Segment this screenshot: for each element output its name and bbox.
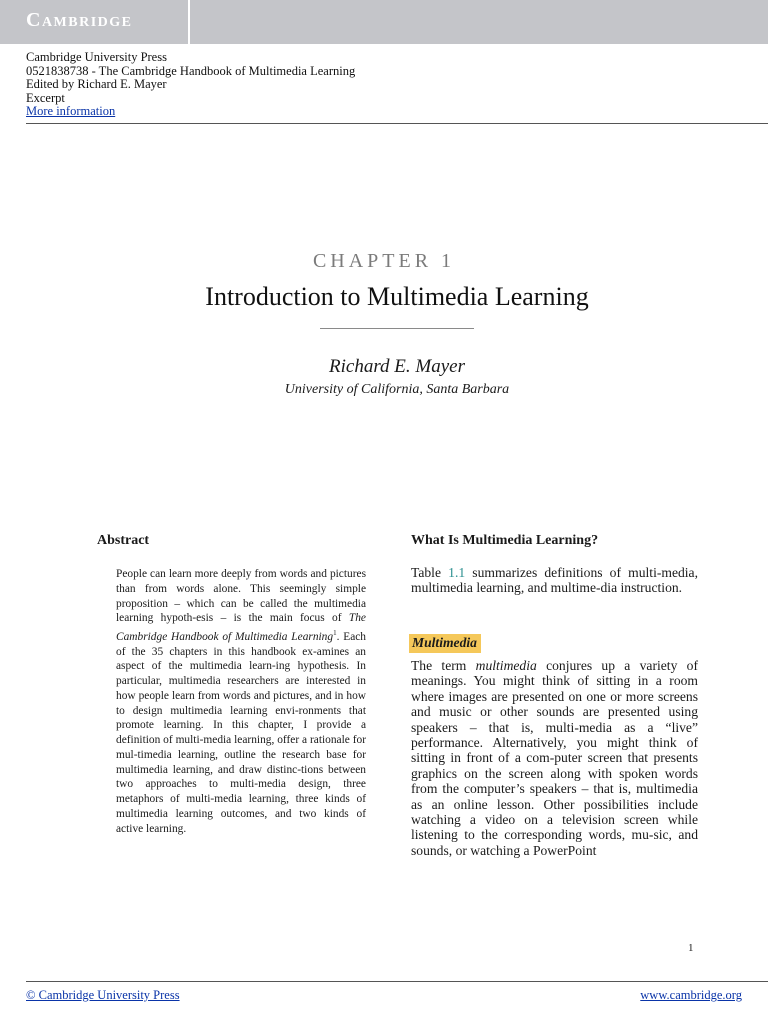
header-bar	[0, 0, 768, 44]
intro-part-2: summarizes definitions of multi-media, multimedia learning, and multime-dia instruction.	[411, 565, 698, 596]
excerpt-label: Excerpt	[26, 90, 65, 105]
publisher: Cambridge University Press	[26, 50, 167, 64]
table-reference-link[interactable]: 1.1	[448, 565, 466, 580]
body-part-1: The term	[411, 658, 476, 673]
abstract-text	[116, 567, 366, 836]
isbn-title: 0521838738 - The Cambridge Handbook of Multimedia Learning	[26, 63, 356, 78]
brand-label: Cambridge	[26, 9, 133, 31]
section-intro	[411, 565, 698, 596]
author-name: Richard E. Mayer	[329, 356, 465, 377]
more-information-link[interactable]: More information	[26, 104, 116, 119]
footnote-marker[interactable]: 1	[333, 629, 337, 637]
section-heading: What Is Multimedia Learning?	[411, 533, 599, 548]
copyright-link[interactable]: © Cambridge University Press	[26, 988, 180, 1002]
header-divider	[26, 123, 768, 124]
body-part-2: conjures up a variety of meanings. You might think of sitting in a room where images are presented on one or more screens and music or other sounds are presented using speakers – that is, multi-media as a “live” performance. Alternatively, you might think of sitting in front of a com-puter screen that presents graphics on the screen along with spoken words from the computer’s speakers – that is, multimedia as an online lesson. Other possibilities include watching a video on a television screen while listening to the corresponding words, mu-sic, and sounds, or watching a PowerPoint	[411, 658, 698, 858]
website-link[interactable]: www.cambridge.org	[640, 988, 742, 1002]
handbook-title: The Cambridge Handbook of Multimedia Learning	[116, 612, 366, 643]
intro-part-1: Table	[411, 565, 449, 580]
page-number: 1	[688, 942, 694, 954]
body-term: multimedia	[475, 658, 537, 673]
book-metadata	[26, 51, 355, 119]
cambridge-logo[interactable]	[0, 0, 190, 44]
author-affiliation: University of California, Santa Barbara	[284, 382, 510, 397]
multimedia-subheading: Multimedia	[409, 634, 481, 653]
footer-divider	[26, 981, 768, 982]
multimedia-body	[411, 658, 698, 858]
editor: Edited by Richard E. Mayer	[26, 77, 167, 92]
abstract-text-part-2: . Each of the 35 chapters in this handbook ex-amines an aspect of the multimedia learn-ing hypothesis. In particular, multimedia researchers are interested in how people learn from words and pictures, and in how to design multimedia learning envi-ronments that promote learning. In this chapter, I provide a definition of multi-media learning, offer a rationale for mul-timedia learning, outline the research base for multimedia learning, and draw distinc-tions between two approaches to multi-media design, three metaphors of multi-media learning, three kinds of multimedia learning outcomes, and two kinds of active learning.	[116, 630, 366, 835]
chapter-label: CHAPTER 1	[312, 250, 456, 272]
chapter-title: Introduction to Multimedia Learning	[205, 282, 589, 311]
abstract-text-part-1: People can learn more deeply from words and pictures than from words alone. This seemingly simple proposition – which can be called the multimedia learning hypoth-esis – is the main focus of	[116, 568, 366, 625]
title-divider	[320, 328, 474, 329]
abstract-heading: Abstract	[97, 533, 150, 548]
